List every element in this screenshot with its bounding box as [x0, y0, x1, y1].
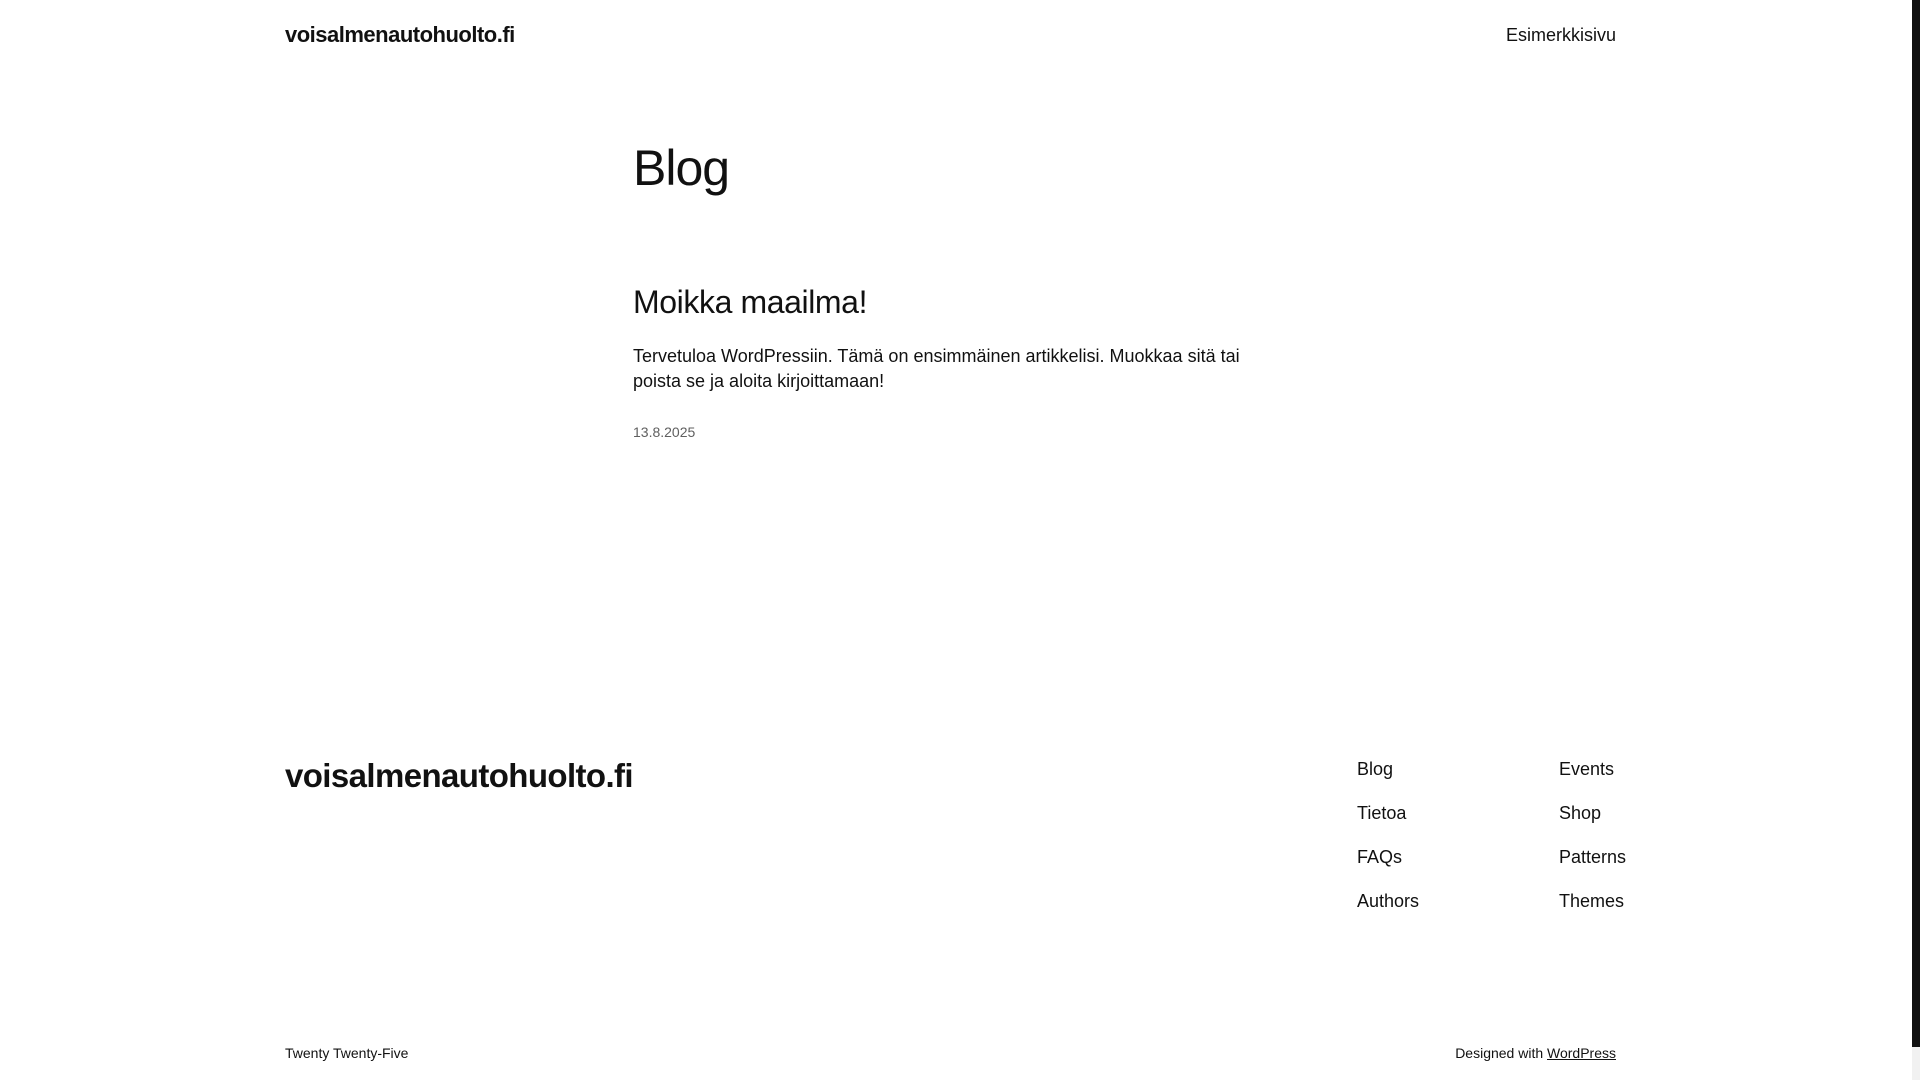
footer-credits-text: Designed with — [1455, 1045, 1548, 1061]
post-item — [633, 278, 1263, 442]
footer-link-patterns[interactable]: Patterns — [1559, 847, 1627, 867]
footer-link-themes[interactable]: Themes — [1559, 891, 1625, 911]
scrollbar-thumb[interactable] — [1912, 0, 1920, 1047]
footer-theme-name: Twenty Twenty-Five — [285, 1045, 409, 1061]
footer-link-tietoa[interactable]: Tietoa — [1357, 803, 1407, 823]
page-title: Blog — [633, 140, 730, 196]
footer-link-authors[interactable]: Authors — [1357, 891, 1420, 911]
footer-credits — [1455, 1043, 1616, 1063]
footer-link-events[interactable]: Events — [1559, 759, 1615, 779]
post-title — [633, 278, 1263, 326]
header-nav — [1506, 22, 1616, 48]
footer-link-shop[interactable]: Shop — [1559, 803, 1602, 823]
post-title-link[interactable]: Moikka maailma! — [633, 284, 868, 320]
post-date — [633, 422, 1263, 442]
nav-item-esimerkkisivu[interactable]: Esimerkkisivu — [1505, 25, 1616, 45]
footer-site-title — [285, 753, 633, 799]
footer-nav-column-2 — [1559, 756, 1626, 932]
post-excerpt: Tervetuloa WordPressiin. Tämä on ensimmäinen artikkelisi. Muokkaa sitä tai poista se ja aloita kirjoittamaan! — [633, 346, 1240, 391]
footer-link-faqs[interactable]: FAQs — [1357, 847, 1403, 867]
footer-wordpress-link[interactable]: WordPress — [1547, 1045, 1616, 1061]
footer-site-title-link[interactable]: voisalmenautohuolto.fi — [285, 757, 633, 794]
footer-link-blog[interactable]: Blog — [1357, 759, 1394, 779]
site-title-link[interactable]: voisalmenautohuolto.fi — [285, 22, 515, 47]
post-date-link[interactable]: 13.8.2025 — [633, 424, 696, 440]
scrollbar-track[interactable] — [1912, 0, 1920, 1080]
footer-nav-column-1 — [1357, 756, 1419, 932]
